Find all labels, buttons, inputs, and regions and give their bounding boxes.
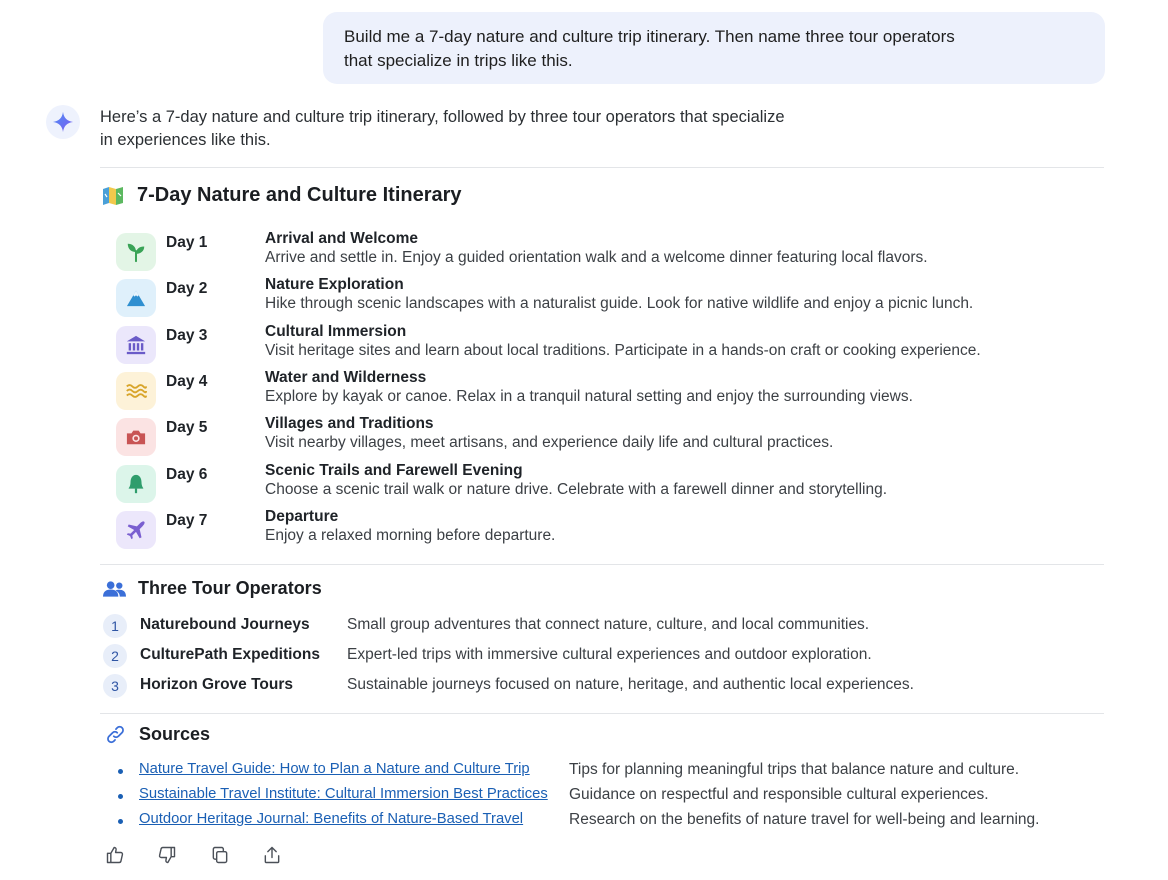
day-description: Visit heritage sites and learn about local traditions. Participate in a hands-on craft or cooking experience. [265, 342, 981, 359]
thumbs-down-button[interactable] [155, 843, 179, 867]
day-icon-badge [116, 233, 156, 271]
source-link[interactable]: Nature Travel Guide: How to Plan a Nature and Culture Trip [139, 761, 530, 777]
bullet [118, 769, 123, 774]
day-icon-badge [116, 511, 156, 549]
copy-icon [210, 845, 230, 865]
source-item [118, 761, 1098, 783]
thumbs-down-icon [157, 845, 177, 865]
itinerary-day-row [116, 415, 1096, 461]
day-icon-badge [116, 418, 156, 456]
sources-heading [105, 724, 210, 745]
itinerary-day-row [116, 230, 1096, 276]
day-label: Day 1 [166, 234, 208, 251]
operator-row [103, 674, 1103, 698]
day-title: Villages and Traditions [265, 415, 434, 432]
assistant-intro [100, 106, 800, 152]
user-message-line-2: that specialize in trips like this. [344, 51, 573, 70]
museum-icon [125, 334, 147, 356]
operator-number-badge: 2 [103, 644, 127, 668]
copy-button[interactable] [208, 843, 232, 867]
waves-icon [125, 382, 147, 400]
operator-number-badge: 1 [103, 614, 127, 638]
day-label: Day 3 [166, 327, 208, 344]
divider [100, 713, 1104, 714]
thumbs-up-button[interactable] [103, 843, 127, 867]
operator-description: Sustainable journeys focused on nature, heritage, and authentic local experiences. [347, 676, 914, 693]
operator-row [103, 614, 1103, 638]
user-message-bubble [323, 12, 1105, 84]
day-title: Arrival and Welcome [265, 230, 419, 247]
day-label: Day 2 [166, 280, 208, 297]
share-button[interactable] [260, 843, 284, 867]
mountain-icon [125, 288, 147, 308]
people-icon [103, 580, 126, 598]
day-icon-badge [116, 326, 156, 364]
tree-icon [125, 473, 147, 495]
day-description: Arrive and settle in. Enjoy a guided orientation walk and a welcome dinner featuring local flavors. [265, 249, 928, 266]
source-description: Guidance on respectful and responsible cultural experiences. [569, 786, 989, 803]
operator-name: CulturePath Expeditions [140, 646, 320, 663]
link-icon [105, 724, 126, 745]
share-icon [262, 845, 282, 865]
itinerary-heading [102, 184, 462, 207]
bullet [118, 794, 123, 799]
itinerary-day-row [116, 508, 1096, 554]
day-title: Scenic Trails and Farewell Evening [265, 462, 523, 479]
map-icon [102, 186, 124, 206]
divider [100, 167, 1104, 168]
source-link[interactable]: Outdoor Heritage Journal: Benefits of Nature-Based Travel [139, 811, 524, 827]
day-icon-badge [116, 372, 156, 410]
day-description: Hike through scenic landscapes with a naturalist guide. Look for native wildlife and enjoy a picnic lunch. [265, 295, 974, 312]
itinerary-day-row [116, 276, 1096, 322]
camera-icon [125, 427, 147, 447]
operator-row [103, 644, 1103, 668]
day-description: Visit nearby villages, meet artisans, and experience daily life and cultural practices. [265, 434, 834, 451]
day-icon-badge [116, 465, 156, 503]
operator-name: Naturebound Journeys [140, 616, 310, 633]
airplane-icon [125, 519, 147, 541]
day-icon-badge [116, 279, 156, 317]
itinerary-day-row [116, 323, 1096, 369]
day-title: Cultural Immersion [265, 323, 407, 340]
operator-description: Expert-led trips with immersive cultural experiences and outdoor exploration. [347, 646, 872, 663]
itinerary-title: 7-Day Nature and Culture Itinerary [137, 184, 462, 206]
day-title: Departure [265, 508, 339, 525]
day-title: Water and Wilderness [265, 369, 427, 386]
itinerary-day-row [116, 369, 1096, 415]
day-label: Day 4 [166, 373, 208, 390]
day-label: Day 7 [166, 512, 208, 529]
day-description: Explore by kayak or canoe. Relax in a tranquil natural setting and enjoy the surrounding views. [265, 388, 913, 405]
day-title: Nature Exploration [265, 276, 404, 293]
operators-heading [103, 578, 322, 599]
day-description: Enjoy a relaxed morning before departure. [265, 527, 556, 544]
operators-title: Three Tour Operators [138, 578, 322, 598]
operator-number-badge: 3 [103, 674, 127, 698]
day-label: Day 5 [166, 419, 208, 436]
assistant-avatar [46, 105, 80, 139]
divider [100, 564, 1104, 565]
source-item [118, 786, 1098, 808]
operator-name: Horizon Grove Tours [140, 676, 294, 693]
day-label: Day 6 [166, 466, 208, 483]
source-description: Research on the benefits of nature travel for well-being and learning. [569, 811, 1040, 828]
source-item [118, 811, 1098, 833]
itinerary-day-row [116, 462, 1096, 508]
source-link[interactable]: Sustainable Travel Institute: Cultural Immersion Best Practices [139, 786, 548, 802]
operator-description: Small group adventures that connect nature, culture, and local communities. [347, 616, 870, 633]
day-description: Choose a scenic trail walk or nature drive. Celebrate with a farewell dinner and storytelling. [265, 481, 888, 498]
source-description: Tips for planning meaningful trips that balance nature and culture. [569, 761, 1020, 778]
intro-line-2: in experiences like this. [100, 131, 271, 149]
user-message-line-1: Build me a 7-day nature and culture trip itinerary. Then name three tour operators [344, 27, 955, 46]
sparkle-icon [52, 111, 74, 133]
sprout-icon [125, 241, 147, 263]
thumbs-up-icon [105, 845, 125, 865]
intro-line-1: Here’s a 7-day nature and culture trip itinerary, followed by three tour operators that specialize [100, 108, 785, 126]
bullet [118, 819, 123, 824]
sources-title: Sources [139, 724, 211, 744]
